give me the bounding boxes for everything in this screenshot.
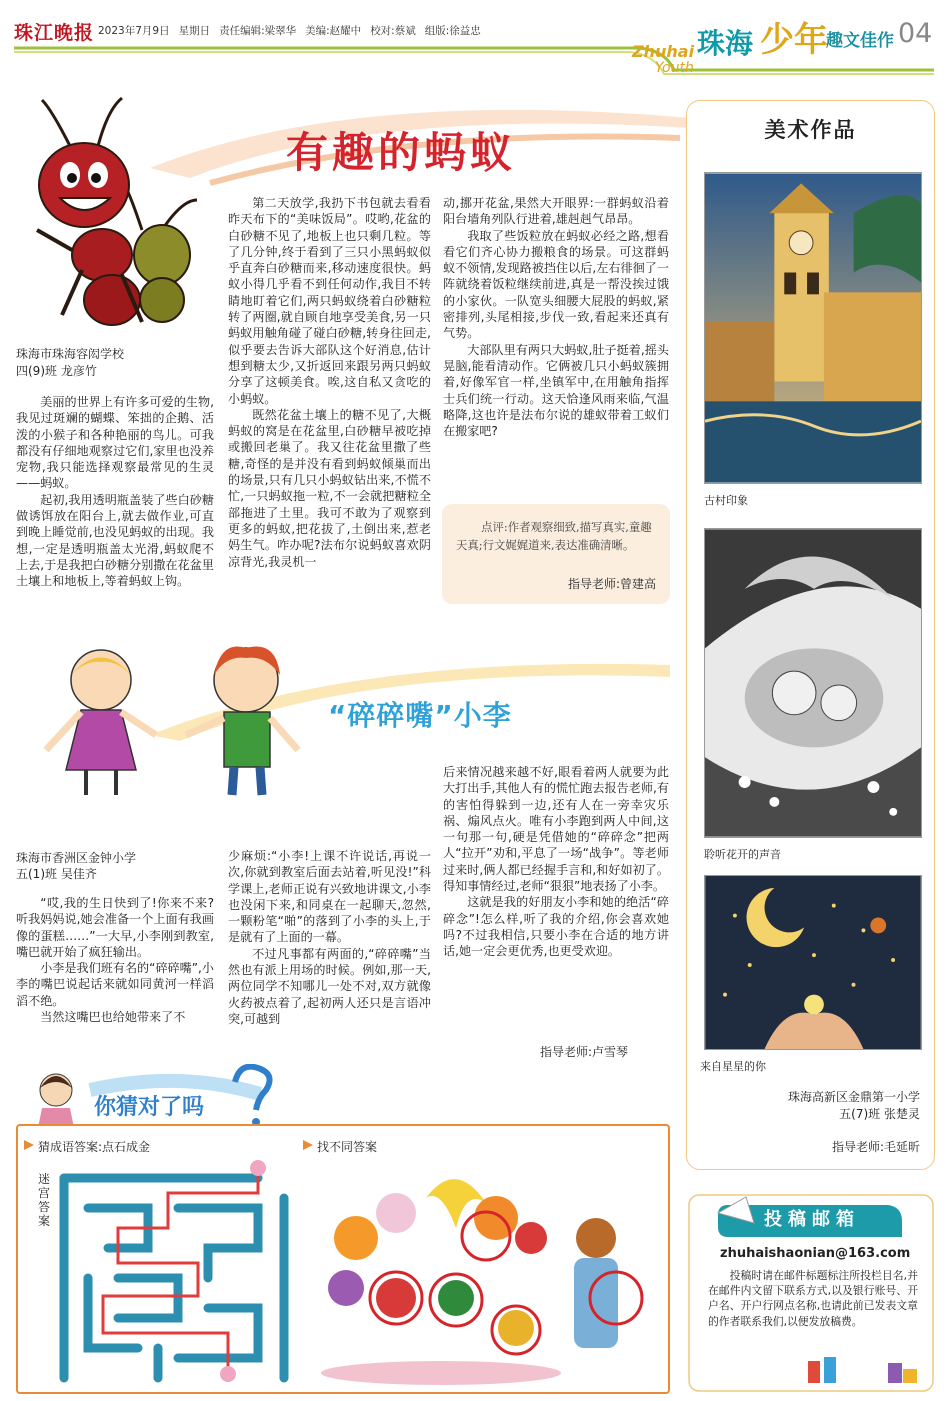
submission-email[interactable]: zhuhaishaonian@163.com (720, 1246, 911, 1261)
article-1-title: 有趣的蚂蚁 (286, 128, 517, 177)
art-author: 五(7)班 张楚灵 (839, 1107, 920, 1121)
article-1-column-1 (16, 394, 214, 590)
paragraph: 当然这嘴巴也给她带来了不 (40, 1010, 186, 1025)
article-1-column-2 (228, 195, 431, 570)
article-2-teacher: 指导老师:卢雪琴 (540, 1045, 629, 1059)
paragraph: 动,挪开花盆,果然大开眼界:一群蚂蚁沿着阳台墙角列队行进着,雄赳赳气昂昂。 (443, 196, 669, 227)
paragraph: 小李是我们班有名的“碎碎嘴”,小李的嘴巴说起话来就如同黄河一样滔滔不绝。 (16, 961, 214, 1008)
paragraph: 美丽的世界上有许多可爱的生物,我见过斑斓的蝴蝶、笨拙的企鹅、活泼的小猴子和各种艳丽的鸟儿。可我都没有仔细地观察过它们,家里也没养宠物,我只能选择观察最常见的生灵——蚂蚁。 (16, 395, 214, 491)
bullet-arrow-icon (24, 1140, 34, 1150)
bullet-arrow-icon-2 (303, 1140, 313, 1150)
kids-illustration (36, 640, 306, 800)
art-panel-title: 美术作品 (764, 118, 857, 142)
proofreader-credit: 校对:蔡斌 (370, 25, 416, 37)
find-difference-image (316, 1158, 662, 1386)
article-2-column-2 (228, 848, 431, 1027)
article-2-column-1 (16, 895, 214, 1025)
section-name: 趣文佳作 (826, 31, 894, 51)
submission-title: 投稿邮箱 (764, 1209, 860, 1230)
maze-answer-image (58, 1158, 290, 1386)
paragraph: 既然花盆土壤上的糖不见了,大概蚂蚁的窝是在花盆里,白砂糖早被吃掉或搬回老巢了。我又往花盆里撒了些糖,奇怪的是并没有看到蚂蚁倾巢而出的场景,只有几只小蚂蚁钻出来,不慌不忙,一只蚂蚁拖一粒,不一会就把糖粒全部拖进了土里。我可不敢为了观察到更多的蚂蚁,把花拔了,土倒出来,惹老妈生气。咋办呢?法布尔说蚂蚁喜欢阴凉背光,我灵机一 (228, 407, 431, 569)
art-editor-credit: 美编:赵耀中 (305, 25, 362, 37)
article-2-title: “碎碎嘴”小李 (328, 699, 512, 732)
maze-label: 迷宫答案 (38, 1172, 51, 1228)
difference-label: 找不同答案 (317, 1140, 378, 1154)
painting-ancient-village (704, 172, 922, 484)
paragraph: 起初,我用透明瓶盖装了些白砂糖做诱饵放在阳台上,就去做作业,可直到晚上睡觉前,也没见蚂蚁的出现。我想,一定是透明瓶盖太光滑,蚂蚁爬不上去,于是我把白砂糖分别撒在花盆里土壤上和地板上,等着蚂蚁上钩。 (16, 492, 214, 589)
masthead: 珠江晚报 (14, 22, 95, 44)
idiom-answer: 点石成金 (102, 1140, 151, 1154)
idiom-label: 猜成语答案: (38, 1140, 103, 1154)
painting-2-title: 聆听花开的声音 (704, 848, 781, 861)
paragraph: 后来情况越来越不好,眼看着两人就要为此大打出手,其他人有的慌忙跑去报告老师,有的害怕得躲到一边,还有人在一旁幸灾乐祸、煽风点火。唯有小李跑到两人中间,这一句那一句,硬是凭借她的“碎碎念”把两人“拉开”劝和,平息了一场“战争”。等老师过来时,俩人都已经握手言和,和好如初了。得知事情经过,老师“狠狠”地表扬了小李。 (443, 765, 669, 894)
submission-instructions: 投稿时请在邮件标题标注所投栏目名,并在邮件内文留下联系方式,以及银行账号、开户名、开户行网点名称,也请此前已发表文章的作者联系我们,以便发放稿费。 (708, 1269, 918, 1328)
paragraph: 少麻烦:“小李!上课不许说话,再说一次,你就到教室后面去站着,听见没!”科学课上,老师正说有兴致地讲课文,小李也没闲下来,和同桌在一起聊天,忽然,一颗粉笔“啪”的落到了小李的头上,于是就有了上面的一幕。 (228, 849, 431, 945)
article-1-author: 四(9)班 龙彦竹 (16, 364, 97, 378)
article-2-column-3 (443, 764, 669, 960)
page-number: 04 (898, 18, 933, 49)
art-school: 珠海高新区金鼎第一小学 (787, 1090, 920, 1104)
paragraph: “哎,我的生日快到了!你来不来?听我妈妈说,她会准备一个上面有我画像的蛋糕……”一大早,小李刚到教室,嘴巴就开始了疯狂输出。 (16, 896, 214, 959)
article-2-school: 珠海市香洲区金钟小学 (16, 851, 137, 865)
comment-text: 点评:作者观察细致,描写真实,童趣天真;行文娓娓道来,表达准确清晰。 (456, 520, 652, 552)
paragraph: 大部队里有两只大蚂蚁,肚子挺着,摇头晃脑,能看清动作。它俩被几只小蚂蚁簇拥着,好像军官一样,坐镇军中,在用触角指挥士兵们统一行动。这天恰逢风雨来临,气温略降,这也许是法布尔说的雄蚁带着工蚁们在搬家吧? (443, 342, 669, 439)
editor-credit: 责任编辑:梁翠华 (219, 25, 297, 37)
header-info (98, 23, 490, 38)
drawing-from-the-stars (704, 875, 922, 1050)
article-1-column-3 (443, 195, 669, 439)
article-2-author: 五(1)班 吴佳齐 (16, 867, 97, 881)
layout-credit: 组版:徐益忠 (424, 25, 481, 37)
art-teacher: 指导老师:毛延昕 (831, 1140, 920, 1154)
brand-shaonian: 少年 (760, 20, 828, 60)
paragraph: 第二天放学,我扔下书包就去看看昨天布下的“美味饭局”。哎哟,花盆的白砂糖不见了,地板上也只剩几粒。等了几分钟,终于看到了三只小黑蚂蚁似乎直奔白砂糖而来,移动速度很快。蚂蚁小得几乎看不到任何动作,我目不转睛地盯着它们,两只蚂蚁绕着白砂糖粒转了两圈,就自顾自地享受美食,另一只蚂蚁用触角碰了碰白砂糖,转身往回走,似乎要去告诉大部队这个好消息,估计想到糖太少,又折返回来跟另两只蚂蚁分享了这顿美食。唉,这自私又贪吃的小蚂蚁。 (228, 196, 431, 406)
quiz-title: 你猜对了吗 (94, 1095, 205, 1120)
ants-illustration (12, 90, 220, 330)
comment-box (442, 504, 670, 604)
idiom-answer-row (38, 1138, 150, 1155)
article-1-teacher: 指导老师:曾建高 (567, 577, 656, 591)
issue-weekday: 星期日 (178, 25, 211, 37)
painting-3-title: 来自星星的你 (700, 1060, 766, 1073)
paragraph: 不过凡事都有两面的,“碎碎嘴”当然也有派上用场的时候。例如,那一天,两位同学不知哪儿一处不对,双方就像火药被点着了,起初两人还只是言语冲突,可越到 (228, 946, 431, 1026)
paragraph: 我取了些饭粒放在蚂蚁必经之路,想看看它们齐心协力搬粮食的场景。可这群蚂蚁不领情,发现路被挡住以后,左右徘徊了一阵就绕着饭粒继续前进,真是一帮没挨过饿的小家伙。一队宽头细腰大屁股的蚂蚁,紧密排列,头尾相接,步伐一致,看起来还真有气势。 (443, 228, 669, 341)
drawing-flowers-blooming (704, 528, 922, 838)
issue-date: 2023年7月9日 (98, 25, 170, 37)
paragraph: 这就是我的好朋友小李和她的绝活“碎碎念”!怎么样,听了我的介绍,你会喜欢她吗?不过我相信,只要小李在合适的地方讲话,她一定会更优秀,也更受欢迎。 (443, 895, 669, 959)
painting-1-title: 古村印象 (704, 494, 748, 507)
brand-english-2: Youth (655, 60, 694, 76)
article-1-school: 珠海市珠海容闳学校 (16, 347, 125, 361)
brand-zhuhai: 珠海 (697, 27, 754, 60)
brand-english: Zhuhai (632, 42, 695, 61)
